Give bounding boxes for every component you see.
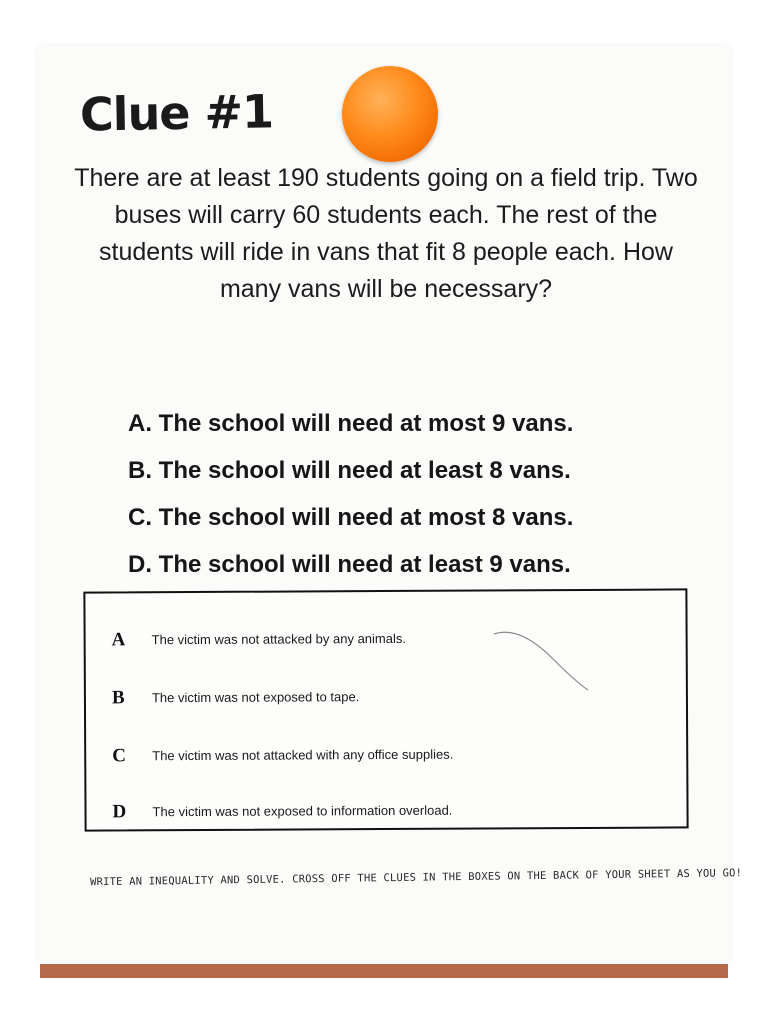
answer-choices xyxy=(128,400,658,588)
clue-row-c xyxy=(86,742,686,775)
clue-row-a xyxy=(86,626,686,659)
instructions-text: WRITE AN INEQUALITY AND SOLVE. CROSS OFF THE CLUES IN THE BOXES ON THE BACK OF YOUR SHEET AS YOU GO! xyxy=(89,867,743,889)
clue-letter-c: C xyxy=(112,745,127,767)
clue-box xyxy=(83,588,688,831)
clue-row-b xyxy=(86,684,686,717)
clue-text-c: The victim was not attacked with any office supplies. xyxy=(152,746,454,764)
word-problem: There are at least 190 students going on a field trip. Two buses will carry 60 students each. The rest of the students will ride in vans that fit 8 people each. How many vans will be necessary? xyxy=(74,164,698,303)
clue-title: Clue #1 xyxy=(79,84,274,142)
clue-letter-d: D xyxy=(112,801,127,823)
choice-c: C. The school will need at most 8 vans. xyxy=(128,504,574,531)
clue-text-b: The victim was not exposed to tape. xyxy=(151,689,360,706)
choice-a: A. The school will need at most 9 vans. xyxy=(128,410,574,437)
clue-text-a: The victim was not attacked by any animals. xyxy=(151,630,407,648)
choice-d: D. The school will need at least 9 vans. xyxy=(128,551,571,578)
clue-letter-a: A xyxy=(111,629,126,651)
clue-text-d: The victim was not exposed to information overload. xyxy=(152,802,453,820)
choice-b: B. The school will need at least 8 vans. xyxy=(128,457,571,484)
pencil-mark xyxy=(492,628,592,694)
orange-magnet-icon xyxy=(342,66,438,162)
table-edge xyxy=(40,964,728,978)
clue-row-d xyxy=(86,798,686,831)
clue-letter-b: B xyxy=(111,687,125,709)
